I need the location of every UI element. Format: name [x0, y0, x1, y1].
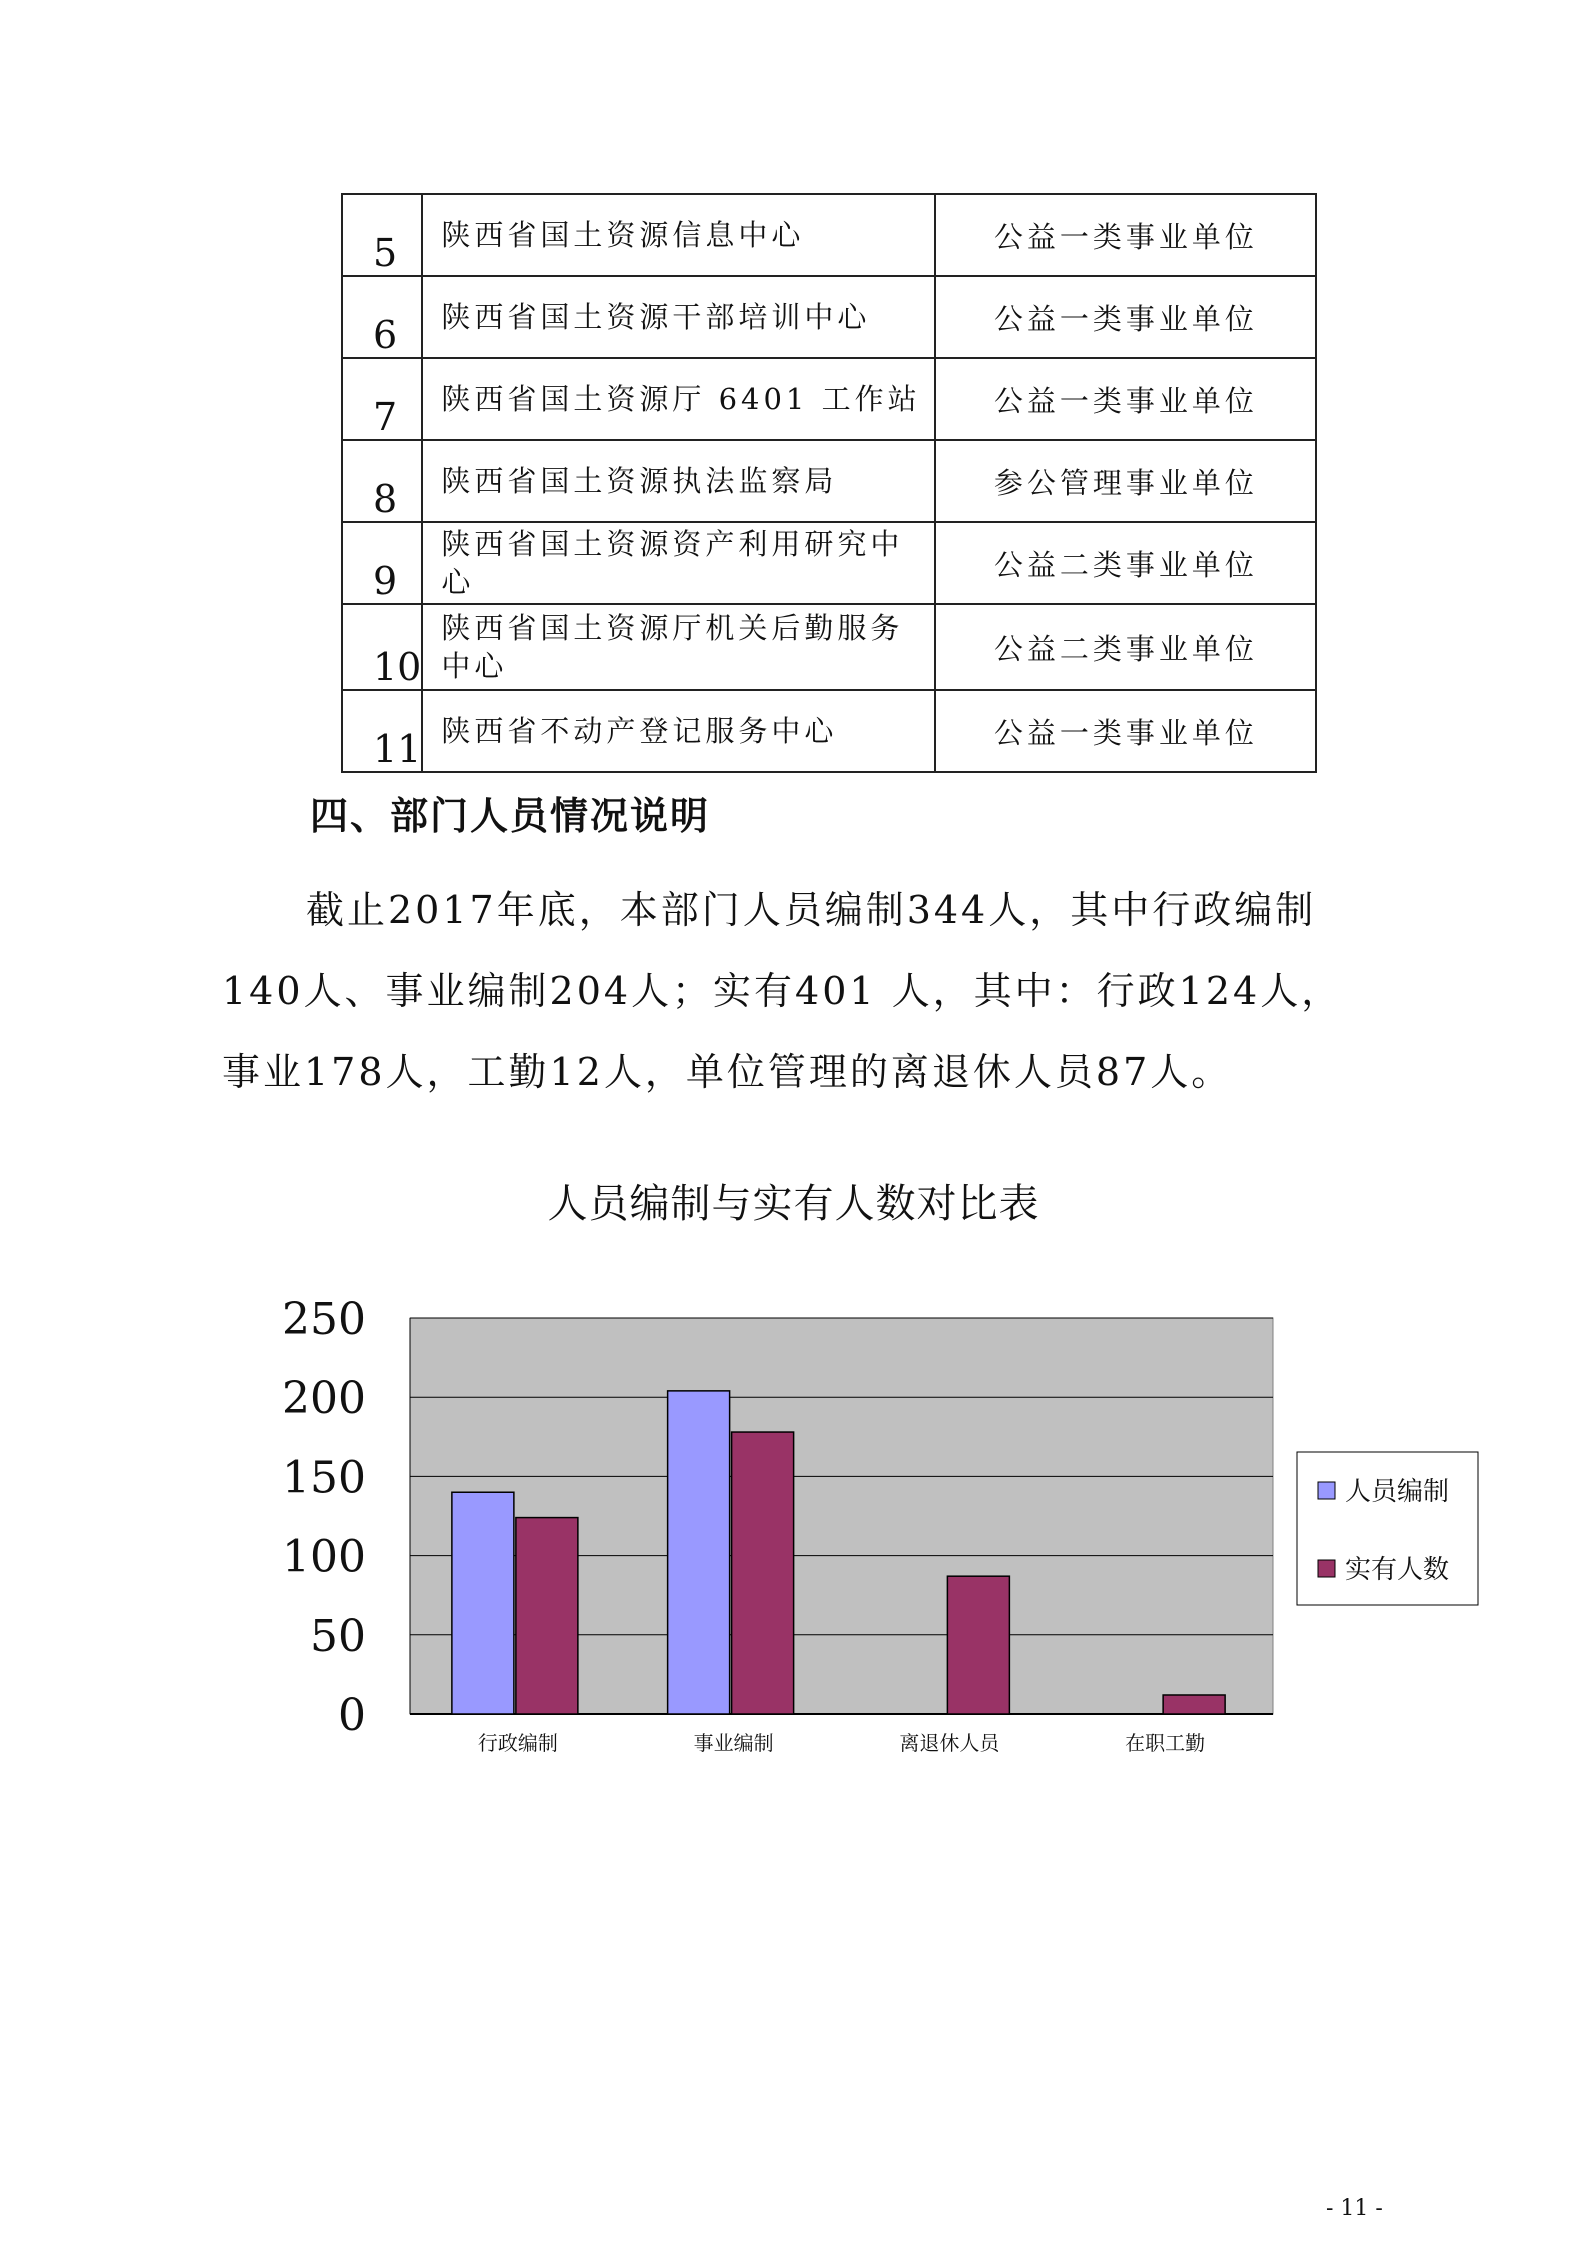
bar-1 [1163, 1695, 1225, 1714]
row-number: 8 [342, 440, 422, 522]
x-tick-label: 在职工勤 [1125, 1731, 1206, 1755]
y-tick-label: 150 [282, 1452, 366, 1504]
x-tick-label: 离退休人员 [899, 1731, 1000, 1755]
unit-type: 公益二类事业单位 [935, 604, 1316, 690]
unit-name: 陕西省国土资源厅 6401 工作站 [422, 358, 935, 440]
unit-name: 陕西省国土资源执法监察局 [422, 440, 935, 522]
legend-swatch [1318, 1560, 1335, 1577]
x-tick-label: 行政编制 [477, 1731, 558, 1755]
unit-type: 公益二类事业单位 [935, 522, 1316, 604]
y-tick-label: 50 [310, 1610, 366, 1662]
bar-1 [516, 1518, 578, 1714]
unit-type: 公益一类事业单位 [935, 358, 1316, 440]
row-number: 6 [342, 276, 422, 358]
bar-0 [668, 1391, 730, 1714]
page-number: - 11 - [1326, 2196, 1383, 2221]
section-heading: 四、部门人员情况说明 [310, 794, 711, 838]
y-tick-label: 200 [282, 1373, 366, 1425]
unit-name: 陕西省不动产登记服务中心 [422, 690, 935, 772]
unit-type: 公益一类事业单位 [935, 690, 1316, 772]
unit-name: 陕西省国土资源资产利用研究中心 [422, 522, 935, 604]
row-number: 5 [342, 194, 422, 276]
row-number: 7 [342, 358, 422, 440]
x-tick-label: 事业编制 [693, 1731, 774, 1755]
bar-1 [947, 1576, 1009, 1714]
section-paragraph: 截止2017年底，本部门人员编制344人，其中行政编制140人、事业编制204人；实有401 人，其中：行政124人，事业178人，工勤12人，单位管理的离退休人员87人。 [222, 888, 1343, 1094]
y-tick-label: 0 [338, 1690, 366, 1741]
unit-name: 陕西省国土资源厅机关后勤服务中心 [422, 604, 935, 690]
unit-type: 参公管理事业单位 [935, 440, 1316, 522]
unit-type: 公益一类事业单位 [935, 194, 1316, 276]
unit-name: 陕西省国土资源信息中心 [422, 194, 935, 276]
bar-0 [452, 1492, 514, 1714]
row-number: 11 [342, 690, 422, 772]
unit-name: 陕西省国土资源干部培训中心 [422, 276, 935, 358]
row-number: 9 [342, 522, 422, 604]
legend-swatch [1318, 1482, 1335, 1499]
bar-1 [732, 1432, 794, 1714]
legend-label: 实有人数 [1345, 1555, 1450, 1585]
y-tick-label: 250 [282, 1294, 366, 1345]
legend-label: 人员编制 [1345, 1477, 1450, 1507]
row-number: 10 [342, 604, 422, 690]
y-tick-label: 100 [282, 1531, 366, 1583]
chart-title: 人员编制与实有人数对比表 [547, 1181, 1040, 1227]
unit-type: 公益一类事业单位 [935, 276, 1316, 358]
